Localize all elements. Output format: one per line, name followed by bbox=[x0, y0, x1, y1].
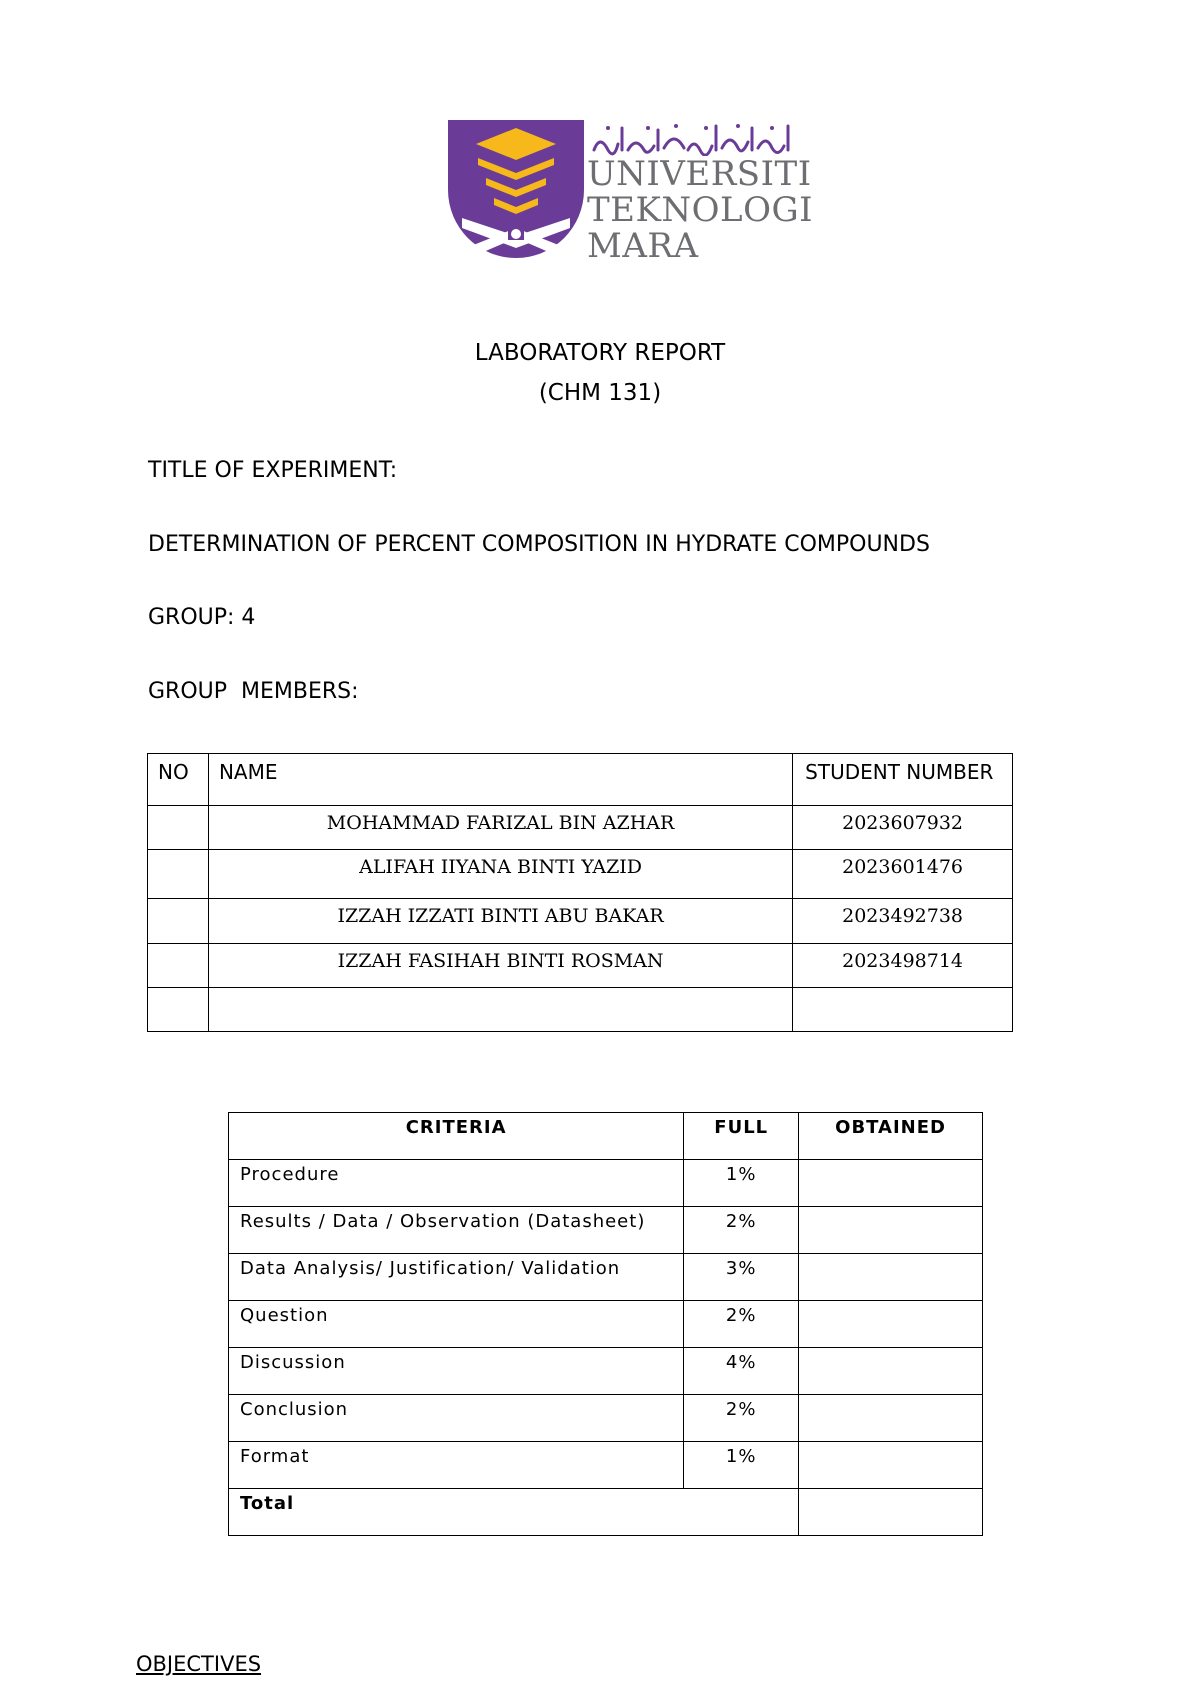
criteria-full-mark: 4% bbox=[684, 1348, 799, 1395]
members-table bbox=[147, 753, 1013, 1032]
header-student-number: STUDENT NUMBER bbox=[793, 754, 1013, 806]
total-label: Total bbox=[229, 1489, 799, 1536]
criteria-full-mark: 1% bbox=[684, 1160, 799, 1207]
university-logo bbox=[448, 120, 814, 268]
criteria-label: Discussion bbox=[229, 1348, 684, 1395]
table-row bbox=[148, 850, 1013, 899]
university-name bbox=[587, 156, 813, 264]
total-row bbox=[229, 1489, 983, 1536]
member-student-number: 2023498714 bbox=[793, 944, 1013, 988]
criteria-full-mark: 2% bbox=[684, 1301, 799, 1348]
criteria-full-mark: 2% bbox=[684, 1207, 799, 1254]
table-row bbox=[229, 1348, 983, 1395]
members-table-header bbox=[148, 754, 1013, 806]
table-row bbox=[229, 1395, 983, 1442]
table-row bbox=[229, 1160, 983, 1207]
member-name bbox=[208, 988, 792, 1032]
criteria-label: Conclusion bbox=[229, 1395, 684, 1442]
criteria-obtained-mark bbox=[799, 1254, 983, 1301]
member-name: IZZAH IZZATI BINTI ABU BAKAR bbox=[208, 899, 792, 944]
member-no bbox=[148, 944, 209, 988]
member-no bbox=[148, 850, 209, 899]
university-name-line2: TEKNOLOGI bbox=[587, 190, 814, 230]
criteria-obtained-mark bbox=[799, 1301, 983, 1348]
criteria-full-mark: 3% bbox=[684, 1254, 799, 1301]
table-row bbox=[229, 1207, 983, 1254]
table-row bbox=[229, 1442, 983, 1489]
criteria-label: Data Analysis/ Justification/ Validation bbox=[229, 1254, 684, 1301]
uitm-crest-icon bbox=[448, 120, 584, 268]
report-title bbox=[0, 333, 1200, 413]
criteria-label: Results / Data / Observation (Datasheet) bbox=[229, 1207, 684, 1254]
table-row bbox=[148, 806, 1013, 850]
table-row bbox=[148, 988, 1013, 1032]
table-row bbox=[148, 944, 1013, 988]
header-full: FULL bbox=[684, 1113, 799, 1160]
total-obtained-mark bbox=[799, 1489, 983, 1536]
university-name-line1: UNIVERSITI bbox=[587, 154, 812, 194]
member-name: ALIFAH IIYANA BINTI YAZID bbox=[208, 850, 792, 899]
member-no bbox=[148, 988, 209, 1032]
member-student-number bbox=[793, 988, 1013, 1032]
criteria-table bbox=[228, 1112, 983, 1536]
member-no bbox=[148, 899, 209, 944]
report-title-line1: LABORATORY REPORT bbox=[474, 340, 726, 366]
header-obtained: OBTAINED bbox=[799, 1113, 983, 1160]
member-name: MOHAMMAD FARIZAL BIN AZHAR bbox=[208, 806, 792, 850]
report-course-code: (CHM 131) bbox=[538, 380, 662, 406]
table-row bbox=[229, 1254, 983, 1301]
experiment-title: DETERMINATION OF PERCENT COMPOSITION IN HYDRATE COMPOUNDS bbox=[148, 532, 930, 557]
jawi-script-logo bbox=[588, 120, 798, 156]
group-members-label: GROUP MEMBERS: bbox=[148, 679, 359, 704]
criteria-label: Question bbox=[229, 1301, 684, 1348]
table-row bbox=[148, 899, 1013, 944]
member-student-number: 2023607932 bbox=[793, 806, 1013, 850]
experiment-label: TITLE OF EXPERIMENT: bbox=[148, 458, 398, 483]
criteria-obtained-mark bbox=[799, 1395, 983, 1442]
criteria-full-mark: 2% bbox=[684, 1395, 799, 1442]
header-no: NO bbox=[148, 754, 209, 806]
group-label: GROUP: 4 bbox=[148, 605, 256, 630]
criteria-obtained-mark bbox=[799, 1348, 983, 1395]
criteria-obtained-mark bbox=[799, 1207, 983, 1254]
member-no bbox=[148, 806, 209, 850]
member-name: IZZAH FASIHAH BINTI ROSMAN bbox=[208, 944, 792, 988]
criteria-label: Procedure bbox=[229, 1160, 684, 1207]
member-student-number: 2023492738 bbox=[793, 899, 1013, 944]
criteria-obtained-mark bbox=[799, 1160, 983, 1207]
criteria-full-mark: 1% bbox=[684, 1442, 799, 1489]
university-name-line3: MARA bbox=[587, 226, 699, 266]
criteria-obtained-mark bbox=[799, 1442, 983, 1489]
criteria-label: Format bbox=[229, 1442, 684, 1489]
criteria-table-header bbox=[229, 1113, 983, 1160]
header-name: NAME bbox=[208, 754, 792, 806]
objectives-heading: OBJECTIVES bbox=[136, 1652, 262, 1676]
header-criteria: CRITERIA bbox=[229, 1113, 684, 1160]
table-row bbox=[229, 1301, 983, 1348]
member-student-number: 2023601476 bbox=[793, 850, 1013, 899]
